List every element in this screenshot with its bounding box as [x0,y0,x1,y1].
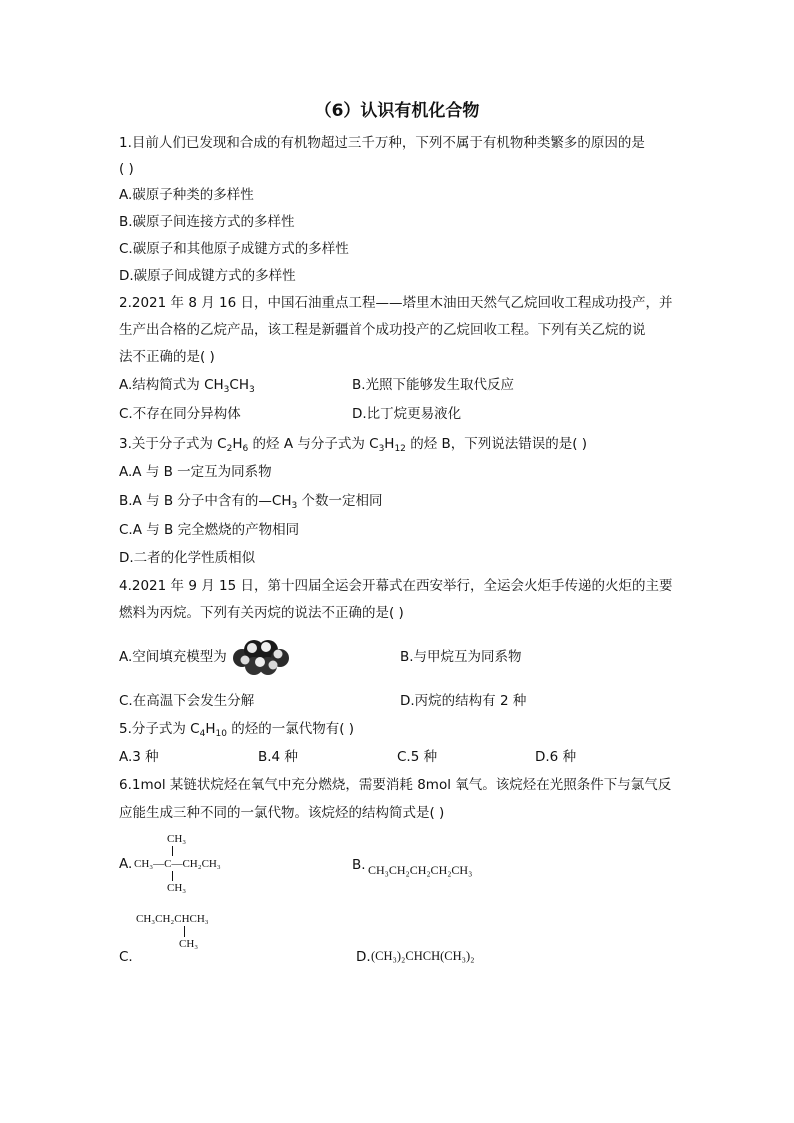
q2-stem-line3: 法不正确的是( ) [119,349,215,365]
q2-option-b: B.光照下能够发生取代反应 [352,377,515,393]
q1-option-b: B.碳原子间连接方式的多样性 [119,214,295,230]
q6-c-main-chain: CH₃CH₂CHCH₃ [136,913,209,925]
q5-option-d: D.6 种 [535,749,577,765]
q1-option-a: A.碳原子种类的多样性 [119,187,254,203]
q6-stem-line2: 应能生成三种不同的一氯代物。该烷烃的结构简式是( ) [119,805,445,821]
q1-stem-line1: 1.目前人们已发现和合成的有机物超过三千万种，下列不属于有机物种类繁多的原因的是 [119,135,645,151]
q2-option-a: A.结构简式为 $CH_3CH_3$ [119,377,255,395]
q3-option-b: B.A 与 B 分子中含有的$—CH_3$ 个数一定相同 [119,493,383,511]
q2-stem-line2: 生产出合格的乙烷产品，该工程是新疆首个成功投产的乙烷回收工程。下列有关乙烷的说 [119,322,646,338]
q6-option-a-label: A. [119,856,133,872]
q4-option-c: C.在高温下会发生分解 [119,693,255,709]
q5-stem: 5.分子式为 $C_4H_{10}$ 的烃的一氯代物有( ) [119,721,355,739]
q6-a-main-chain: CH₃—C—CH₂CH₃ [134,858,221,870]
q4-stem-line1: 4.2021 年 9 月 15 日，第十四届全运会开幕式在西安举行，全运会火炬手传递的火炬的主要 [119,578,673,594]
q2-option-c: C.不存在同分异构体 [119,406,241,422]
q6-stem-line1: 6.1mol 某链状烷烃在氧气中充分燃烧，需要消耗 8mol 氧气。该烷烃在光照条件下与氯气反 [119,777,672,793]
q6-a-bottom-group: CH₃ [167,882,187,894]
q1-option-c: C.碳原子和其他原子成键方式的多样性 [119,241,349,257]
q2-option-d: D.比丁烷更易液化 [352,406,462,422]
q4-option-d: D.丙烷的结构有 2 种 [400,693,527,709]
q2-stem-line1: 2.2021 年 8 月 16 日，中国石油重点工程——塔里木油田天然气乙烷回收工程成功投产，并 [119,295,673,311]
page-title: （6）认识有机化合物 [314,101,480,121]
q6-c-branch-bond [184,926,185,937]
q3-option-a: A.A 与 B 一定互为同系物 [119,464,272,480]
q3-stem: 3.关于分子式为 $C_2H_6$ 的烃 A 与分子式为 $C_3H_{12}$ 的烃 B，下列说法错误的是( ) [119,436,588,454]
q6-a-top-bond [172,846,173,856]
q5-option-c: C.5 种 [397,749,438,765]
q4-stem-line2: 燃料为丙烷。下列有关丙烷的说法不正确的是( ) [119,605,404,621]
q6-option-b-label: B. [352,857,366,873]
q6-option-c-label: C. [119,949,133,965]
q1-stem-line2: ( ) [119,161,134,177]
propane-space-filling-model-icon [232,640,292,676]
q5-option-a: A.3 种 [119,749,159,765]
q6-d-formula: (CH₃)₂CHCH(CH₃)₂ [371,949,475,963]
q4-option-a: A.空间填充模型为 [119,649,227,665]
q6-option-d-label: D. [356,949,371,965]
q1-option-d: D.碳原子间成键方式的多样性 [119,268,296,284]
q6-c-branch-group: CH₃ [179,938,199,950]
q3-option-d: D.二者的化学性质相似 [119,550,256,566]
q6-a-top-group: CH₃ [167,833,187,845]
q6-a-bottom-bond [172,871,173,881]
q3-option-c: C.A 与 B 完全燃烧的产物相同 [119,522,300,538]
q6-b-formula: CH₃CH₂CH₂CH₂CH₃ [368,863,473,877]
q4-option-b: B.与甲烷互为同系物 [400,649,522,665]
q5-option-b: B.4 种 [258,749,298,765]
